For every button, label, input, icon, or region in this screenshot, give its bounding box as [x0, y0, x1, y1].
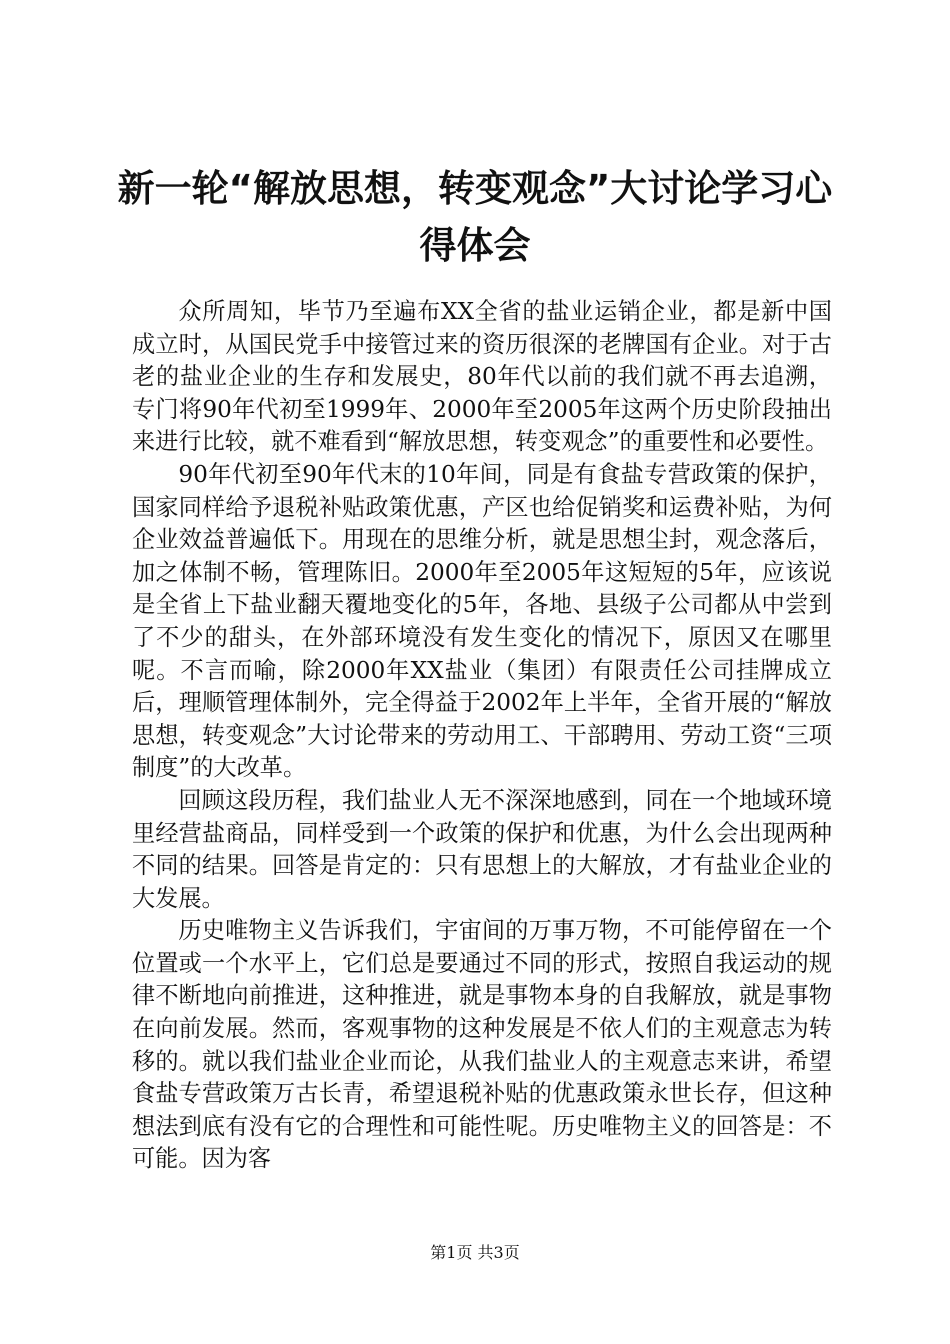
paragraph: 回顾这段历程，我们盐业人无不深深地感到，同在一个地域环境里经营盐商品，同样受到一个政策的保护和优惠，为什么会出现两种不同的结果。回答是肯定的：只有思想上的大解放，才有盐业企业的大发展。: [132, 786, 832, 912]
paragraph: 历史唯物主义告诉我们，宇宙间的万事万物，不可能停留在一个位置或一个水平上，它们总是要通过不同的形式，按照自我运动的规律不断地向前推进，这种推进，就是事物本身的自我解放，就是事物在向前发展。然而，客观事物的这种发展是不依人们的主观意志为转移的。就以我们盐业企业而论，从我们盐业人的主观意志来讲，希望食盐专营政策万古长青，希望退税补贴的优惠政策永世长存，但这种想法到底有没有它的合理性和可能性呢。历史唯物主义的回答是：不可能。因为客: [132, 917, 832, 1173]
paragraph: 90年代初至90年代末的10年间，同是有食盐专营政策的保护，国家同样给予退税补贴政策优惠，产区也给促销奖和运费补贴，为何企业效益普遍低下。用现在的思维分析，就是思想尘封，观念落后，加之体制不畅，管理陈旧。2000年至2005年这短短的5年，应该说是全省上下盐业翻天覆地变化的5年，各地、县级子公司都从中尝到了不少的甜头，在外部环境没有发生变化的情况下，原因又在哪里呢。不言而喻，除2000年XX盐业（集团）有限责任公司挂牌成立后，理顺管理体制外，完全得益于2002年上半年，全省开展的“解放思想，转变观念”大讨论带来的劳动用工、干部聘用、劳动工资“三项制度”的大改革。: [132, 460, 832, 782]
document-body: [132, 296, 832, 1176]
document-title: 新一轮“解放思想，转变观念”大讨论学习心得体会: [117, 167, 833, 267]
page-number-footer: 第1页 共3页: [430, 1243, 520, 1262]
paragraph: 众所周知，毕节乃至遍布XX全省的盐业运销企业，都是新中国成立时，从国民党手中接管过来的资历很深的老牌国有企业。对于古老的盐业企业的生存和发展史，80年代以前的我们就不再去追溯，专门将90年代初至1999年、2000年至2005年这两个历史阶段抽出来进行比较，就不难看到“解放思想，转变观念”的重要性和必要性。: [132, 298, 832, 456]
